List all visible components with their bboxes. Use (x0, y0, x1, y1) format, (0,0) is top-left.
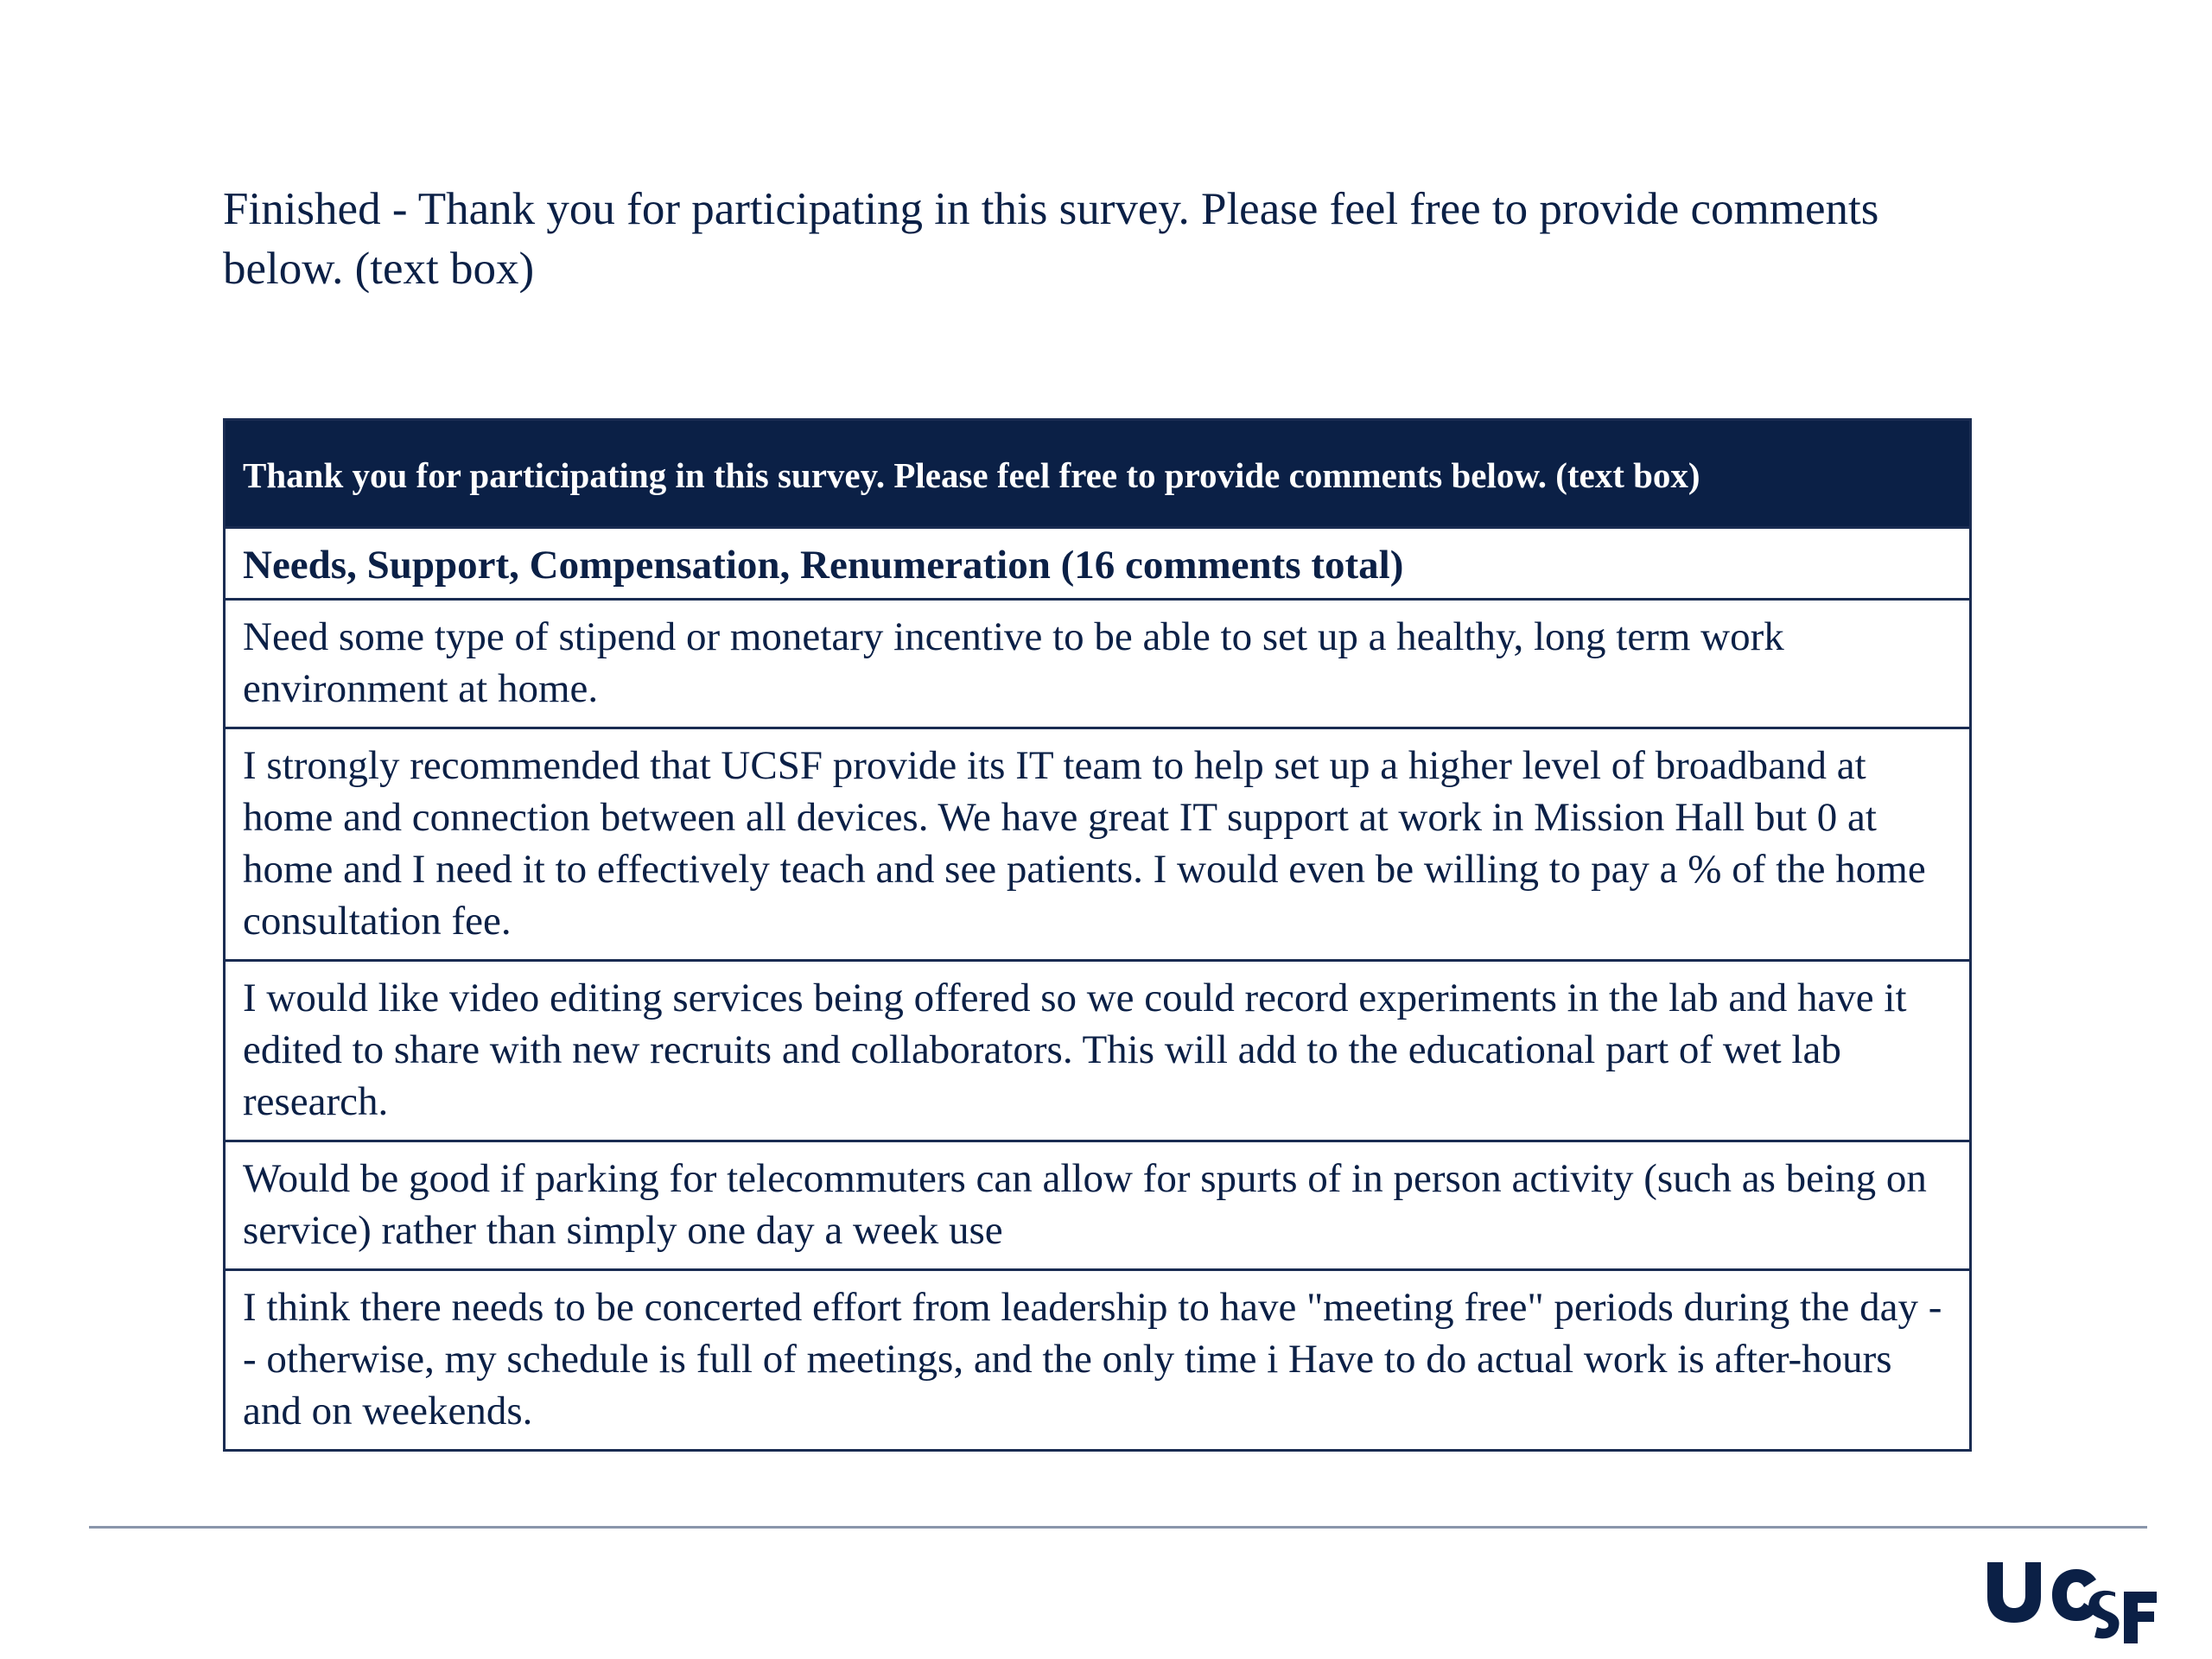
table-row (225, 961, 1971, 1141)
footer-divider (89, 1526, 2147, 1529)
comment-cell: I strongly recommended that UCSF provide its IT team to help set up a higher level of broadband at home and connection between all devices. We have great IT support at work in Mission Hall but 0 at home and I need it to effectively teach and see patients. I would even be willing to pay a % of the home consultation fee. (225, 728, 1971, 961)
comment-cell: Need some type of stipend or monetary incentive to be able to set up a healthy, long term work environment at home. (225, 600, 1971, 728)
comment-cell: I would like video editing services being offered so we could record experiments in the lab and have it edited to share with new recruits and collaborators. This will add to the educational part of wet lab research. (225, 961, 1971, 1141)
table-row (225, 1270, 1971, 1451)
comment-cell: I think there needs to be concerted effort from leadership to have "meeting free" periods during the day -- otherwise, my schedule is full of meetings, and the only time i Have to do actual work is after-hours and on weekends. (225, 1270, 1971, 1451)
category-heading: Needs, Support, Compensation, Renumeration (16 comments total) (225, 528, 1971, 600)
table-row (225, 728, 1971, 961)
table-header-row (225, 420, 1971, 528)
comment-cell: Would be good if parking for telecommuters can allow for spurts of in person activity (such as being on service) rather than simply one day a week use (225, 1141, 1971, 1270)
category-row (225, 528, 1971, 600)
table-row (225, 600, 1971, 728)
comments-table (223, 418, 1972, 1452)
slide-title: Finished - Thank you for participating in this survey. Please feel free to provide comments below. (text box) (223, 184, 1879, 294)
table-header: Thank you for participating in this survey. Please feel free to provide comments below. (text box) (225, 420, 1971, 528)
ucsf-logo (1986, 1555, 2158, 1650)
table-row (225, 1141, 1971, 1270)
